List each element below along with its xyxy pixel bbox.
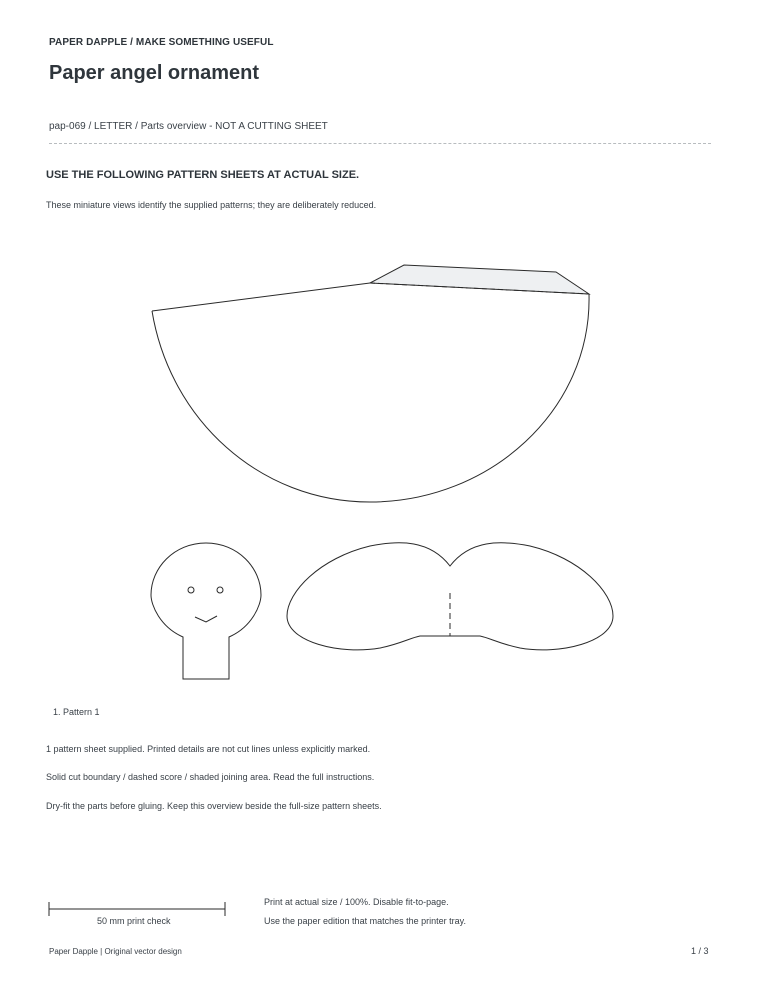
page-title: Paper angel ornament	[49, 62, 260, 84]
intro-note: These miniature views identify the supplied patterns; they are deliberately reduced.	[46, 200, 377, 210]
smile	[195, 616, 217, 622]
head-pattern	[151, 543, 261, 679]
right-eye	[217, 587, 223, 593]
footer-credit: Paper Dapple | Original vector design	[49, 947, 182, 956]
glue-tab	[370, 265, 589, 294]
page-number: 1 / 3	[691, 946, 709, 956]
skirt-top-edge	[152, 283, 370, 311]
body-line-3: Dry-fit the parts before gluing. Keep this overview beside the full-size pattern sheets.	[46, 801, 382, 811]
body-line-1: 1 pattern sheet supplied. Printed details are not cut lines unless explicitly marked.	[46, 744, 371, 754]
body-line-2: Solid cut boundary / dashed score / shaded joining area. Read the full instructions.	[46, 772, 375, 782]
wings-pattern	[287, 543, 613, 650]
document-meta: pap-069 / LETTER / Parts overview - NOT A CUTTING SHEET	[49, 121, 328, 132]
figure-caption: 1. Pattern 1	[53, 707, 100, 717]
print-instruction-1: Print at actual size / 100%. Disable fit-to-page.	[264, 897, 449, 907]
scale-bar	[49, 902, 225, 916]
skirt-arc	[152, 294, 589, 502]
section-heading: USE THE FOLLOWING PATTERN SHEETS AT ACTUAL SIZE.	[46, 169, 360, 181]
brand-line: PAPER DAPPLE / MAKE SOMETHING USEFUL	[49, 37, 274, 48]
skirt-cone-pattern	[152, 265, 589, 502]
scale-label: 50 mm print check	[97, 916, 171, 926]
head-outline	[151, 543, 261, 679]
print-instruction-2: Use the paper edition that matches the printer tray.	[264, 916, 466, 926]
left-eye	[188, 587, 194, 593]
